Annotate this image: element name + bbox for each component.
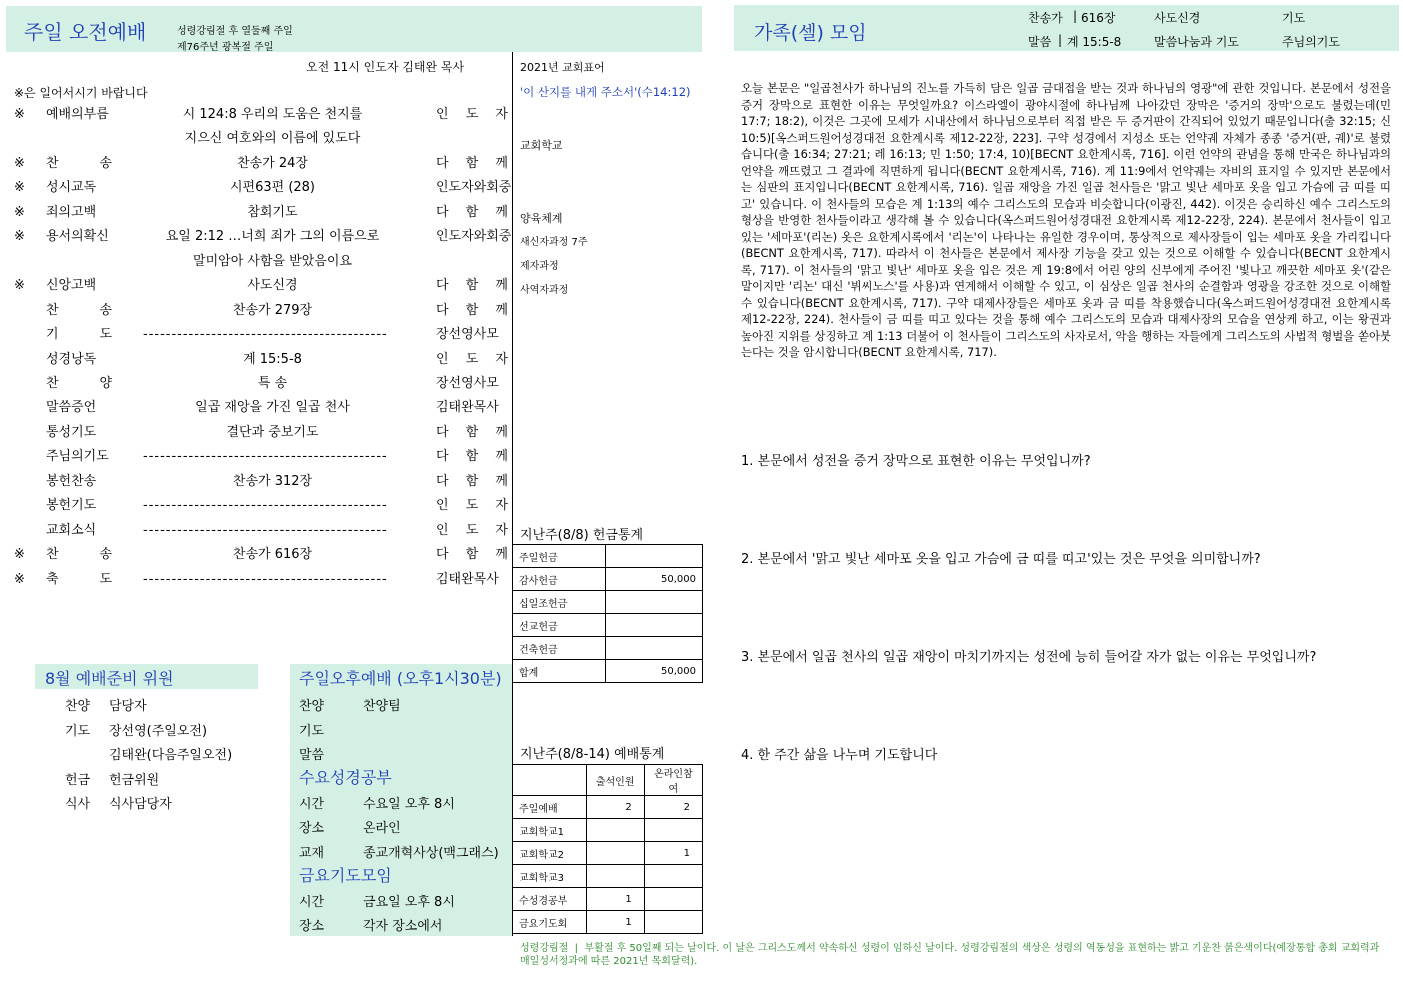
- service-leader-cell: 다 함 께: [436, 302, 508, 318]
- service-label: 주님의기도: [46, 449, 109, 465]
- service-row: [0, 299, 512, 323]
- service-leader-cell: 다 함 께: [436, 547, 508, 563]
- service-leader-cell: 다 함 께: [436, 473, 508, 489]
- service-row: [0, 568, 512, 592]
- page-title: 주일 오전예배: [24, 20, 147, 44]
- service-content: 시편63편 (28): [229, 180, 316, 196]
- attend-cell: 1: [644, 842, 702, 865]
- header-subtitle-1: 성령강림절 후 열둘째 주일: [177, 26, 293, 37]
- service-content: 특 송: [257, 375, 288, 391]
- attend-cell: 1: [586, 911, 644, 934]
- attend-cell: [586, 865, 644, 888]
- attend-cell: 교회학교1: [513, 819, 587, 842]
- service-content: 계 15:5-8: [243, 351, 302, 367]
- table-row: [513, 819, 703, 842]
- attend-cell: [644, 819, 702, 842]
- service-row: [0, 494, 512, 518]
- prep-role: 기도: [65, 723, 91, 739]
- offering-amount: [606, 614, 703, 637]
- attend-cell: [644, 911, 702, 934]
- offering-amount: 50,000: [606, 660, 703, 683]
- schedule-label: 찬양: [299, 699, 325, 714]
- service-content: 찬송가 312장: [232, 473, 313, 489]
- schedule-label: 장소: [299, 919, 325, 934]
- service-row: [0, 201, 512, 225]
- service-content: 요일 2:12 …너희 죄가 그의 이름으로: [165, 229, 380, 245]
- stand-mark: ※: [14, 180, 25, 196]
- table-row: [513, 637, 703, 660]
- attend-cell: 수성경공부: [513, 888, 587, 911]
- service-label: 찬 송: [46, 302, 112, 318]
- attend-cell: 1: [586, 888, 644, 911]
- attend-cell: 주일예배: [513, 796, 587, 819]
- table-row: [513, 568, 703, 591]
- service-leader-cell: 장선영사모: [436, 327, 499, 343]
- schedule-value: 찬양팀: [363, 699, 401, 714]
- service-leader-cell: 다 함 께: [436, 449, 508, 465]
- prep-person: 김태완(다음주일오전): [109, 748, 233, 763]
- service-row: [0, 225, 512, 249]
- service-leader-cell: 다 함 께: [436, 155, 508, 171]
- cell-lords-prayer: 주님의기도: [1282, 35, 1340, 49]
- attend-cell: 교회학교3: [513, 865, 587, 888]
- prep-person: 장선영(주일오전): [109, 723, 208, 739]
- service-label: 신앙고백: [46, 278, 97, 294]
- attend-header-cell: [513, 765, 587, 796]
- cell-header: 가족(셀) 모임 찬송가 | 616장 사도신경 기도 말씀 | 계 15:5-8 말씀나눔과 기도 주님의기도: [734, 5, 1399, 51]
- offering-name: 감사헌금: [513, 568, 606, 591]
- service-content: -------------------------------------------: [143, 522, 388, 538]
- stand-mark: ※: [14, 204, 25, 220]
- service-leader-cell: 장선영사모: [436, 375, 499, 391]
- schedule-value: 수요일 오후 8시: [363, 797, 455, 812]
- service-content: 찬송가 279장: [232, 302, 313, 318]
- prep-person: 헌금위원: [109, 772, 160, 788]
- offering-amount: [606, 637, 703, 660]
- attend-cell: [644, 888, 702, 911]
- friday-title: 금요기도모임: [299, 866, 392, 885]
- cell-word-value: 계 15:5-8: [1067, 35, 1122, 49]
- service-row: [0, 274, 512, 298]
- question-1: 1. 본문에서 성전을 증거 장막으로 표현한 이유는 무엇입니까?: [741, 454, 1091, 469]
- stand-mark: ※: [14, 547, 25, 563]
- service-label: 찬 송: [46, 155, 112, 171]
- course-item: 새신자과정 7주: [520, 237, 588, 248]
- service-label: 성시교독: [46, 180, 97, 196]
- offering-amount: [606, 591, 703, 614]
- attend-header-cell: 출석인원: [586, 765, 644, 796]
- service-row: [0, 250, 512, 274]
- cell-sharing: 말씀나눔과 기도: [1154, 35, 1239, 49]
- service-leader: 오전 11시 인도자 김태완 목사: [306, 60, 465, 74]
- service-content: 말미암아 사함을 받았음이요: [193, 253, 352, 269]
- schedule-label: 말씀: [299, 748, 325, 763]
- table-header-row: [513, 765, 703, 796]
- service-leader-cell: 다 함 께: [436, 278, 508, 294]
- offering-table: [512, 544, 703, 683]
- service-content: 지으신 여호와의 이름에 있도다: [184, 131, 361, 147]
- question-3: 3. 본문에서 일곱 천사의 일곱 재앙이 마치기까지는 성전에 능히 들어갈 자가 없는 이유는 무엇입니까?: [741, 650, 1317, 665]
- table-row: [513, 614, 703, 637]
- schedule-value: 금요일 오후 8시: [363, 895, 455, 910]
- attend-header-cell: 온라인참여: [644, 765, 702, 796]
- cell-word-label: 말씀: [1028, 35, 1052, 49]
- footnote-text: 부활절 후 50일째 되는 날이다. 이 날은 그리스도께서 약속하신 성령이 임하신 날이다. 성령강림절의 색상은 성령의 역동성을 표현하는 밝고 기운찬 붉은색이다(예장통합 총회 교회력과 매일성서정과에 따른 2021년 목회달력).: [520, 943, 1380, 967]
- church-school: 교회학교: [520, 139, 563, 152]
- service-label: 말씀증언: [46, 400, 97, 416]
- service-leader-cell: 김태완목사: [436, 400, 499, 416]
- service-leader-cell: 인 도 자: [436, 351, 508, 367]
- table-row: [513, 865, 703, 888]
- offering-amount: 50,000: [606, 568, 703, 591]
- course-item: 사역자과정: [520, 285, 569, 296]
- footnote: 성령강림절 | 부활절 후 50일째 되는 날이다. 이 날은 그리스도께서 약속하신 성령이 임하신 날이다. 성령강림절의 색상은 성령의 역동성을 표현하는 밝고 기운찬 붉은색이다(예장통합 총회 교회력과 매일성서정과에 따른 2021년 목회달력).: [520, 943, 1380, 967]
- service-row: [0, 543, 512, 567]
- service-label: 통성기도: [46, 424, 97, 440]
- service-label: 찬 양: [46, 375, 112, 391]
- service-row: [0, 470, 512, 494]
- cell-creed: 사도신경: [1154, 11, 1201, 25]
- service-content: 시 124:8 우리의 도움은 천지를: [182, 107, 363, 122]
- service-content: 일곱 재앙을 가진 일곱 천사: [195, 400, 350, 416]
- service-label: 용서의확신: [46, 229, 109, 245]
- service-row: [0, 396, 512, 420]
- table-row: [513, 545, 703, 568]
- attend-cell: 교회학교2: [513, 842, 587, 865]
- cell-hymn-label: 찬송가: [1028, 11, 1063, 25]
- schedule-value: 종교개혁사상(맥그래스): [363, 846, 499, 861]
- offering-name: 건축헌금: [513, 637, 606, 660]
- table-row: [513, 888, 703, 911]
- table-row: [513, 660, 703, 683]
- service-row: [0, 445, 512, 469]
- offering-name: 선교헌금: [513, 614, 606, 637]
- question-4: 4. 한 주간 삶을 나누며 기도합니다: [741, 748, 938, 763]
- table-row: [513, 796, 703, 819]
- service-row: [0, 372, 512, 396]
- cell-prayer: 기도: [1282, 11, 1306, 25]
- service-label: 죄의고백: [46, 204, 97, 220]
- schedule-label: 시간: [299, 797, 325, 812]
- service-leader-cell: 인도자와회중: [436, 229, 512, 245]
- offering-amount: [606, 545, 703, 568]
- service-label: 찬 송: [46, 547, 112, 563]
- course-item: 제자과정: [520, 261, 559, 272]
- service-leader-cell: 다 함 께: [436, 204, 508, 220]
- table-row: [513, 911, 703, 934]
- service-content: -------------------------------------------: [143, 449, 388, 465]
- service-label: 교회소식: [46, 522, 97, 538]
- prep-role: 찬양: [65, 699, 91, 714]
- service-content: -------------------------------------------: [143, 327, 388, 343]
- schedule-label: 시간: [299, 895, 325, 910]
- service-leader-cell: 인도자와회중: [436, 180, 512, 196]
- service-label: 성경낭독: [46, 351, 97, 367]
- prep-title: 8월 예배준비 위원: [45, 669, 174, 688]
- stand-mark: ※: [14, 571, 25, 587]
- prep-person: 담당자: [109, 699, 147, 714]
- cell-hymn-value: 616장: [1081, 11, 1116, 25]
- table-row: [513, 842, 703, 865]
- service-content: 찬송가 616장: [232, 547, 313, 563]
- year-motto: '이 산지를 내게 주소서'(수14:12): [520, 85, 691, 99]
- service-content: 결단과 중보기도: [226, 424, 319, 440]
- stand-note: ※은 일어서시기 바랍니다: [14, 86, 148, 100]
- schedule-label: 기도: [299, 724, 325, 739]
- service-label: 예배의부름: [46, 107, 109, 122]
- attend-cell: [586, 819, 644, 842]
- stand-mark: ※: [14, 278, 25, 294]
- service-label: 축 도: [46, 571, 112, 587]
- service-row: [0, 152, 512, 176]
- service-content: -------------------------------------------: [143, 571, 388, 587]
- service-row: [0, 103, 512, 127]
- table-row: [513, 591, 703, 614]
- footnote-label: 성령강림절: [520, 943, 569, 954]
- offering-name: 주일헌금: [513, 545, 606, 568]
- service-leader-cell: 인 도 자: [436, 522, 508, 538]
- prep-person: 식사담당자: [109, 797, 172, 812]
- offering-name: 합계: [513, 660, 606, 683]
- service-row: [0, 519, 512, 543]
- offering-name: 십일조헌금: [513, 591, 606, 614]
- offering-title: 지난주(8/8) 헌금통계: [520, 528, 644, 543]
- study-paragraph: 오늘 본문은 "일곱천사가 하나님의 진노를 가득히 담은 일곱 금대접을 받는 것과 하나님의 영광"에 관한 것입니다. 본문에서 성전을 증거 장막으로 표현한 이유는 무엇일까요? 이스라엘이 광야시절에 하나님께 나아갔던 장막은 '증거의 장막'으로도 불렸는데(민 17:7; 18:2), 이것은 그곳에 모세가 시내산에서 하나님으로부터 직접 받은 두 증거판이 간직되어 있었기 때문입니다(출 32:15; 신 10:5)[옥스퍼드원어성경대전 요한계시록 제12-22장, 223]. 구약 성경에서 지성소 또는 언약궤 자체가 종종 '증거(판, 궤)'로 불렸습니다(출 16:34; 27:21; 레 16:13; 민 1:50; 17:4, 10)[BECNT 요한계시록, 716]. 이런 언약의 관념을 통해 만국은 하나님과의 언약을 깨뜨렸고 그 결과에 직면하게 됩니다(BECNT 요한계시록, 716). 계 11:9에서 언약궤는 자비의 표지일 수 있지만 본문에서는 심판의 표지입니다(BECNT 요한계시록, 716). 일곱 재앙을 가진 일곱 천사들은 '맑고 빛난 세마포 옷을 입고 가슴에 금 띠를 띠고' 있습니다. 이 천사들의 모습은 계 1:13의 예수 그리스도의 모습과 비슷합니다(이광진, 442). 이것은 승리하신 예수 그리스도의 형상을 반영한 천사들이라고 생각해 볼 수 있습니다(옥스퍼드원어성경대전 요한계시록 제12-22장, 224). 본문에서 천사들이 입고 있는 '세마포'(리논) 옷은 요한계시록에서 '리논'이 나타나는 유일한 경우이며, 통상적으로 제사장들이 입는 세마포 옷을 가리킵니다(BECNT 요한계시록, 717). 따라서 이 천사들은 본문에서 제사장 기능을 갖고 있는 것으로 이해할 수 있습니다(BECNT 요한계시록, 717). 이 천사들의 '맑고 빛난' 세마포 옷을 입은 것은 계 19:8에서 어린 양의 신부에게 주어진 '빛나고 깨끗한 세마포 옷'(같은 말이지만 '리논' 대신 '뷔씨노스'를 사용)과 연계해서 이해할 수 있고, 이 심상은 일곱 천사의 순결함과 영광을 강조한 것으로 이해할 수 있습니다(BECNT 요한계시록, 717). 구약 대제사장들은 세마포 옷과 금 띠를 착용했습니다(옥스퍼드원어성경대전 요한계시록 제12-22장, 224). 천사들이 금 띠를 띠고 있다는 것을 통해 예수 그리스도의 모습과 대제사장의 모습을 연상케 하고, 이는 왕권과 높아진 지위를 상징하고 계 1:13 더불어 이 천사들이 그리스도의 사자로서, 악을 행하는 자들에게 그리스도의 사법적 형벌을 쏟아붓는다는 것을 암시합니다(BECNT 요한계시록, 717).: [741, 81, 1391, 359]
- attend-cell: 금요기도회: [513, 911, 587, 934]
- cell-title: 가족(셀) 모임: [754, 22, 867, 44]
- year-motto-title: 2021년 교회표어: [520, 61, 605, 74]
- schedule-label: 장소: [299, 821, 325, 836]
- service-leader-cell: 인 도 자: [436, 107, 508, 122]
- header-subtitle-2: 제76주년 광복절 주일: [177, 42, 274, 53]
- service-leader-cell: 김태완목사: [436, 571, 499, 587]
- service-row: [0, 323, 512, 347]
- service-row: [0, 127, 512, 151]
- service-leader-cell: 다 함 께: [436, 424, 508, 440]
- prep-role: 식사: [65, 797, 91, 812]
- service-label: 봉헌기도: [46, 498, 97, 514]
- service-content: 참회기도: [247, 204, 298, 220]
- service-header: [6, 6, 702, 52]
- service-label: 봉헌찬송: [46, 473, 97, 489]
- prep-title-box: [35, 664, 258, 689]
- service-content: 찬송가 24장: [237, 155, 308, 171]
- service-row: [0, 348, 512, 372]
- attend-cell: [586, 842, 644, 865]
- nurture-system: 양육체계: [520, 212, 563, 225]
- afternoon-title: 주일오후예배 (오후1시30분): [299, 669, 502, 688]
- schedule-label: 교재: [299, 846, 325, 861]
- question-2: 2. 본문에서 '맑고 빛난 세마포 옷을 입고 가슴에 금 띠를 띠고'있는 것은 무엇을 의미합니까?: [741, 552, 1261, 567]
- attend-cell: [644, 865, 702, 888]
- attend-cell: 2: [586, 796, 644, 819]
- prep-role: 헌금: [65, 772, 91, 788]
- wednesday-title: 수요성경공부: [299, 768, 392, 787]
- service-content: -------------------------------------------: [143, 498, 388, 514]
- service-label: 기 도: [46, 327, 112, 343]
- attend-cell: 2: [644, 796, 702, 819]
- service-content: 사도신경: [247, 278, 298, 294]
- stand-mark: ※: [14, 229, 25, 245]
- service-row: [0, 421, 512, 445]
- attendance-title: 지난주(8/8-14) 예배통계: [520, 747, 665, 762]
- schedule-value: 온라인: [363, 821, 401, 836]
- service-leader-cell: 인 도 자: [436, 498, 508, 514]
- service-row: [0, 176, 512, 200]
- stand-mark: ※: [14, 107, 25, 122]
- attendance-table: [512, 764, 703, 934]
- stand-mark: ※: [14, 155, 25, 171]
- schedule-value: 각자 장소에서: [363, 919, 443, 934]
